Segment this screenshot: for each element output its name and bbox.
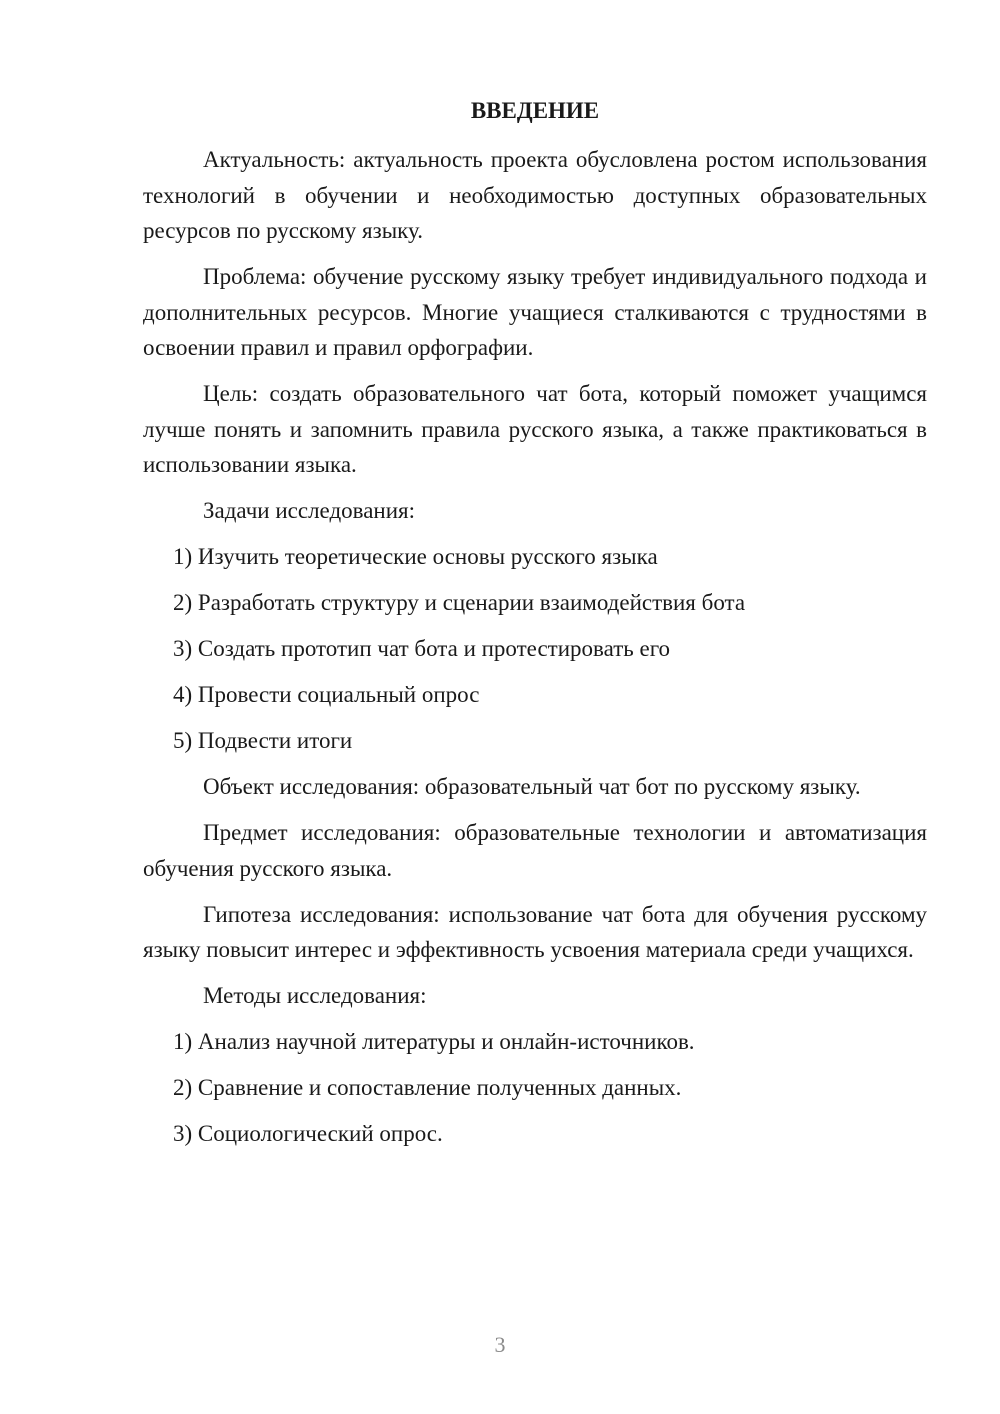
tasks-list xyxy=(143,539,927,759)
list-item: 1) Анализ научной литературы и онлайн-источников. xyxy=(173,1029,695,1054)
subject-paragraph: Предмет исследования: образовательные технологии и автоматизация обучения русского языка. xyxy=(143,820,927,881)
methods-heading: Методы исследования: xyxy=(203,983,427,1008)
document-body xyxy=(143,142,927,1162)
problem-paragraph: Проблема: обучение русскому языку требует индивидуального подхода и дополнительных ресурсов. Многие учащиеся сталкиваются с трудностями в освоении правил и правил орфографии. xyxy=(143,264,927,360)
list-item: 2) Сравнение и сопоставление полученных данных. xyxy=(173,1075,682,1100)
list-item: 5) Подвести итоги xyxy=(173,728,353,753)
list-item: 2) Разработать структуру и сценарии взаимодействия бота xyxy=(173,590,746,615)
hypothesis-paragraph: Гипотеза исследования: использование чат бота для обучения русскому языку повысит интерес и эффективность усвоения материала среди учащихся. xyxy=(143,901,927,962)
page-title: ВВЕДЕНИЕ xyxy=(470,98,600,123)
tasks-heading: Задачи исследования: xyxy=(203,498,416,523)
list-item: 1) Изучить теоретические основы русского языка xyxy=(173,544,658,569)
list-item: 3) Социологический опрос. xyxy=(173,1121,443,1146)
object-paragraph: Объект исследования: образовательный чат бот по русскому языку. xyxy=(203,774,861,799)
list-item: 4) Провести социальный опрос xyxy=(173,682,480,707)
methods-list xyxy=(143,1024,927,1152)
list-item: 3) Создать прототип чат бота и протестировать его xyxy=(173,636,671,661)
page-number: 3 xyxy=(494,1332,506,1357)
relevance-paragraph: Актуальность: актуальность проекта обусловлена ростом использования технологий в обучении и необходимостью доступных образовательных ресурсов по русскому языку. xyxy=(143,147,927,243)
goal-paragraph: Цель: создать образовательного чат бота, который поможет учащимся лучше понять и запомнить правила русского языка, а также практиковаться в использовании языка. xyxy=(143,381,927,477)
document-page xyxy=(143,0,927,1414)
